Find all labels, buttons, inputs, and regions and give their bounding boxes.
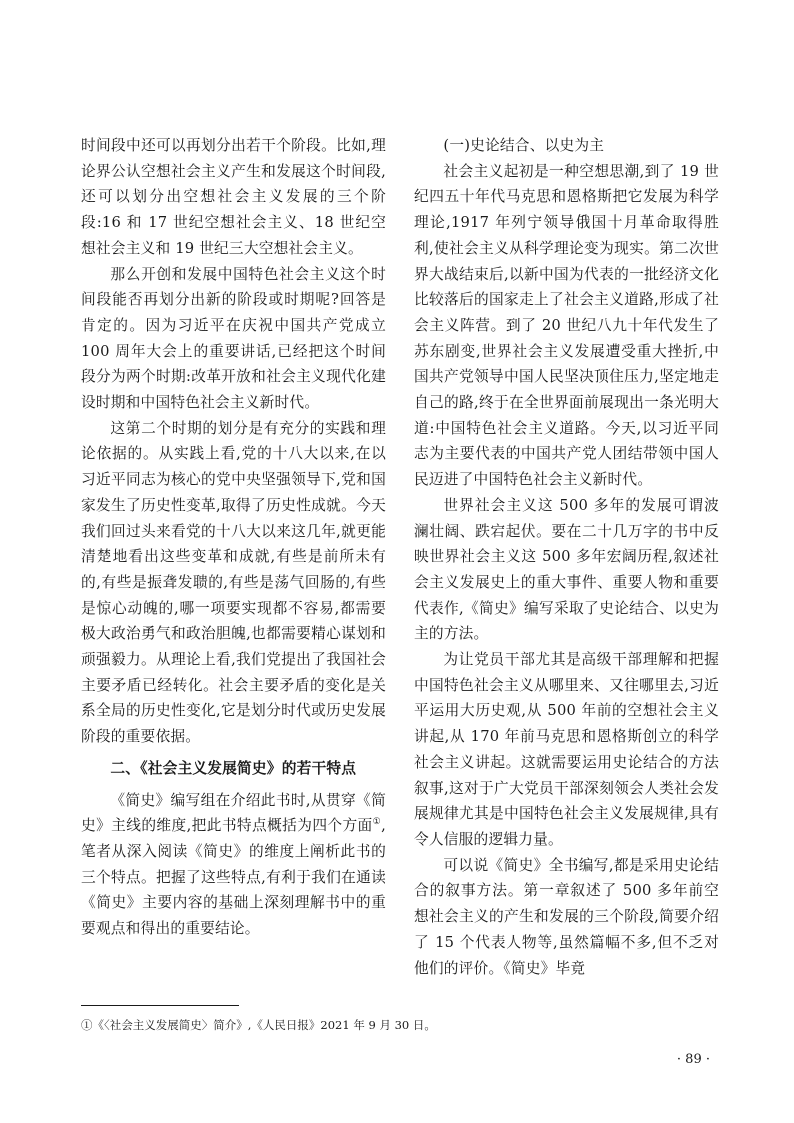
paragraph [81, 788, 386, 942]
paragraph: 社会主义起初是一种空想思潮,到了 19 世纪四五十年代马克思和恩格斯把它发展为科学理论,1917 年列宁领导俄国十月革命取得胜利,使社会主义从科学理论变为现实。第二次世界大战结束后,以新中国为代表的一批经济文化比较落后的国家走上了社会主义道路,形成了社会主义阵营。到了 20 世纪八九十年代发生了苏东剧变,世界社会主义发展遭受重大挫折,中国共产党领导中国人民坚决顶住压力,坚定地走自己的路,终于在全世界面前展现出一条光明大道:中国特色社会主义道路。今天,以习近平同志为主要代表的中国共产党人团结带领中国人民迈进了中国特色社会主义新时代。 [414, 162, 719, 489]
page-number: · 89 · [676, 1052, 710, 1067]
right-column [414, 133, 719, 981]
footnote: ①《〈社会主义发展简史〉简介》,《人民日报》2021 年 9 月 30 日。 [81, 1018, 436, 1032]
paragraph: 为让党员干部尤其是高级干部理解和把握中国特色社会主义从哪里来、又往哪里去,习近平运用大历史观,从 500 年前的空想社会主义讲起,从 170 年前马克思和恩格斯创立的科学社会主义讲起。这就需要运用史论结合的方法叙事,这对于广大党员干部深刻领会人类社会发展规律尤其是中国特色社会主义发展规律,具有令人信服的逻辑力量。 [414, 651, 719, 848]
paragraph: 那么开创和发展中国特色社会主义这个时间段能否再划分出新的阶段或时期呢?回答是肯定的。因为习近平在庆祝中国共产党成立 100 周年大会上的重要讲话,已经把这个时间段分为两个时期:改革开放和社会主义现代化建设时期和中国特色社会主义新时代。 [81, 265, 386, 412]
section-heading: 二、《社会主义发展简史》的若干特点 [110, 759, 357, 777]
paragraph: 这第二个时期的划分是有充分的实践和理论依据的。从实践上看,党的十八大以来,在以习近平同志为核心的党中央坚强领导下,党和国家发生了历史性变革,取得了历史性成就。今天我们回过头来看党的十八大以来这几年,就更能清楚地看出这些变革和成就,有些是前所未有的,有些是振聋发聩的,有些是荡气回肠的,有些是惊心动魄的,哪一项要实现都不容易,都需要极大政治勇气和政治胆魄,也都需要精心谋划和顽强毅力。从理论上看,我们党提出了我国社会主要矛盾已经转化。社会主要矛盾的变化是关系全局的历史性变化,它是划分时代或历史发展阶段的重要依据。 [81, 419, 386, 746]
paragraph-text: ,笔者从深入阅读《简史》的维度上阐析此书的三个特点。把握了这些特点,有利于我们在通读《简史》主要内容的基础上深刻理解书中的重要观点和得出的重要结论。 [81, 817, 386, 938]
paragraph: 世界社会主义这 500 多年的发展可谓波澜壮阔、跌宕起伏。要在二十几万字的书中反映世界社会主义这 500 多年宏阔历程,叙述社会主义发展史上的重大事件、重要人物和重要代表作,《简史》编写采取了史论结合、以史为主的方法。 [414, 496, 719, 643]
footnote-divider [81, 1005, 239, 1006]
paragraph: 时间段中还可以再划分出若干个阶段。比如,理论界公认空想社会主义产生和发展这个时间段,还可以划分出空想社会主义发展的三个阶段:16 和 17 世纪空想社会主义、18 世纪空想社会主义和 19 世纪三大空想社会主义。 [81, 137, 386, 257]
footnote-reference[interactable]: ① [372, 817, 382, 828]
subsection-heading: (一)史论结合、以史为主 [443, 137, 605, 154]
paragraph: 可以说《简史》全书编写,都是采用史论结合的叙事方法。第一章叙述了 500 多年前空想社会主义的产生和发展的三个阶段,简要介绍了 15 个代表人物等,虽然篇幅不多,但不乏对他们的评价。《简史》毕竟 [414, 856, 719, 977]
left-column [81, 133, 386, 942]
paragraph-text: 《简史》编写组在介绍此书时,从贯穿《简史》主线的维度,把此书特点概括为四个方面 [81, 791, 386, 835]
